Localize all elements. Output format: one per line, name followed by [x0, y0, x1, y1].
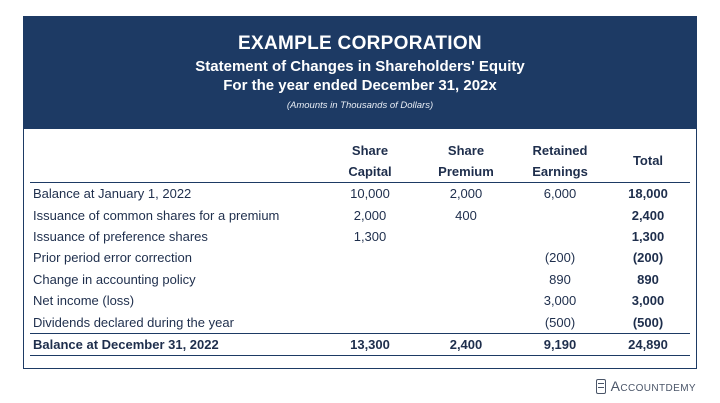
header-line: Share — [447, 143, 485, 158]
cell-share-premium: 2,000 — [449, 186, 483, 202]
cell-retained-earnings: 890 — [549, 271, 571, 287]
table-row — [30, 269, 690, 290]
cell-retained-earnings — [514, 204, 606, 225]
table-header-row — [30, 138, 690, 183]
cell-total: (500) — [632, 314, 664, 330]
equity-table — [30, 138, 690, 356]
cell-share-capital — [322, 247, 418, 268]
equity-statement-card — [23, 16, 697, 369]
amounts-note: (Amounts in Thousands of Dollars) — [286, 100, 434, 111]
cell-share-capital — [322, 269, 418, 290]
cell-share-capital — [322, 311, 418, 333]
cell-total: 24,890 — [606, 333, 690, 355]
cell-retained-earnings: 9,190 — [514, 333, 606, 355]
header-line: Share — [351, 143, 389, 158]
cell-retained-earnings: 6,000 — [543, 186, 577, 202]
table-row — [30, 247, 690, 268]
cell-retained-earnings: (200) — [544, 250, 576, 266]
cell-share-premium — [418, 290, 514, 311]
accountdemy-logo-icon — [596, 379, 606, 394]
header-total: Total — [606, 138, 690, 183]
cell-share-capital: 13,300 — [322, 333, 418, 355]
header-line: Earnings — [532, 164, 588, 179]
cell-share-premium — [418, 311, 514, 333]
cell-total: (200) — [632, 250, 664, 266]
header-line: Retained — [532, 143, 588, 158]
cell-total: 890 — [637, 271, 659, 287]
row-label: Balance at January 1, 2022 — [33, 186, 192, 202]
row-label: Issuance of preference shares — [33, 228, 208, 244]
closing-balance-row — [30, 333, 690, 355]
header-share-premium — [418, 138, 514, 183]
brand-logo — [596, 378, 696, 394]
header-retained-earnings — [514, 138, 606, 183]
cell-share-capital: 1,300 — [353, 228, 387, 244]
cell-retained-earnings: 3,000 — [543, 293, 577, 309]
table-row — [30, 183, 690, 205]
table-row — [30, 290, 690, 311]
cell-total: 1,300 — [631, 228, 665, 244]
cell-retained-earnings: (500) — [544, 314, 576, 330]
row-label: Net income (loss) — [33, 293, 135, 309]
statement-period: For the year ended December 31, 202x — [223, 77, 497, 94]
row-label: Issuance of common shares for a premium — [33, 207, 280, 223]
row-label: Balance at December 31, 2022 — [30, 333, 322, 355]
row-label: Prior period error correction — [33, 250, 192, 266]
cell-share-capital: 2,000 — [353, 207, 387, 223]
cell-share-premium — [418, 247, 514, 268]
header-blank — [30, 138, 322, 183]
cell-share-premium — [418, 269, 514, 290]
row-label: Change in accounting policy — [33, 271, 196, 287]
brand-name: Accountdemy — [610, 378, 696, 394]
cell-share-premium: 2,400 — [418, 333, 514, 355]
company-name: EXAMPLE CORPORATION — [238, 33, 482, 54]
cell-total: 3,000 — [631, 293, 665, 309]
table-row — [30, 226, 690, 247]
statement-title: Statement of Changes in Shareholders' Equity — [195, 58, 525, 75]
header-share-capital — [322, 138, 418, 183]
header-line: Premium — [438, 164, 494, 179]
table-row — [30, 204, 690, 225]
cell-retained-earnings — [514, 226, 606, 247]
cell-share-capital: 10,000 — [350, 186, 390, 202]
statement-header — [24, 17, 696, 129]
cell-share-capital — [322, 290, 418, 311]
table-row — [30, 311, 690, 333]
cell-share-premium: 400 — [455, 207, 477, 223]
row-label: Dividends declared during the year — [33, 314, 234, 330]
cell-total: 2,400 — [631, 207, 665, 223]
header-line: Capital — [348, 164, 392, 179]
cell-total: 18,000 — [628, 186, 668, 202]
cell-share-premium — [418, 226, 514, 247]
